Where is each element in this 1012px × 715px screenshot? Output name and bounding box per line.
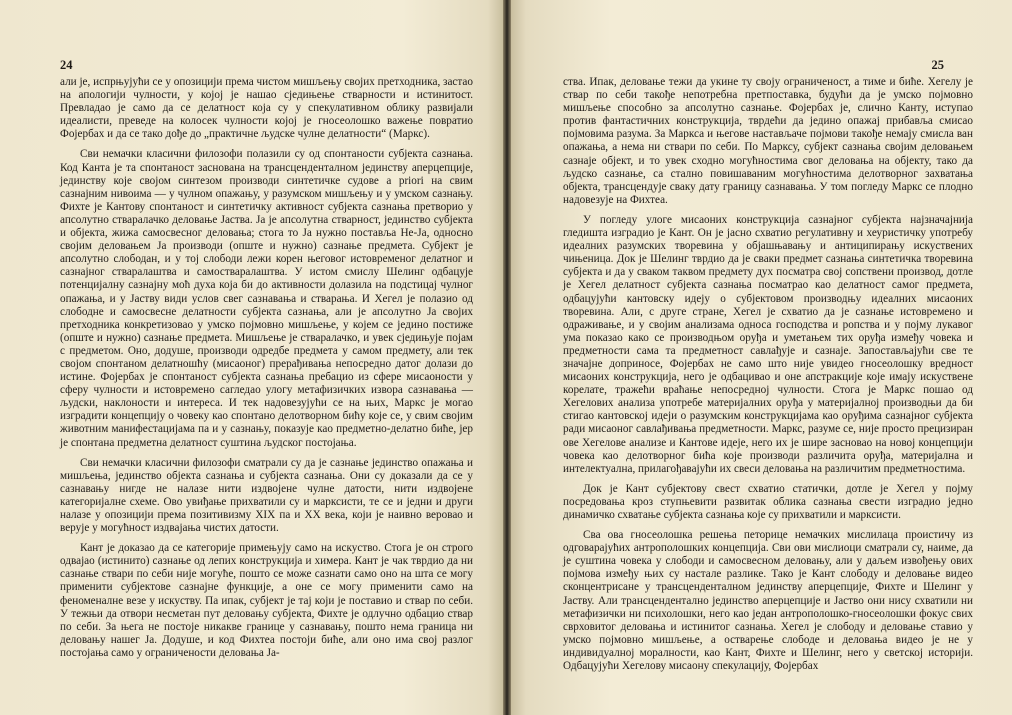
paragraph: Сви немачки класични филозофи полазили су од спонтаности субјекта сазнања. Код Канта је та спонтаност заснована на трансценденталном јединству аперцепције, јединству које својом синтезом производи синтетичке судове a priori на свим сазнајним нивоима — у чулном опажању, у разумском мишљењу и у умском сазнању. Фихте је Кантову спонтаност и синтетичку активност субјекта сазнања претворио у апсолутно стваралачко деловање Јаства. Ја је апсолутна стварност, јединство субјекта и објекта, жижа самосвесног деловања; стога то Ја нужно поставља Не-Ја, односно својим деловањем Ја производи (опште и нужно) сазнање предмета. Субјект је апсолутно слободан, и у тој слободи лежи корен његовог истовременог делатног и сазнајног стваралаштва и самостваралаштва. У истом смислу Шелинг одбацује потенцијалну сазнајну моћ духа која би до активности долазила на подстицај чулног опажања, и у Јаству види услов свег сазнавања и стварања. И Хегел је полазио од слободне и самосвесне делатности субјекта сазнања, али је апсолутно Ја својих претходника конкретизовао у умско појмовно мишљење, у којем се једино постиже (опште и нужно) сазнање предмета. Мишљење је стваралачко, и увек сједињује појам с предметом. Оно, додуше, производи одредбе предмета у самом предмету, али тек својом спонтаном делатношћу (мисаоног) прерађивања непосредно датог долази до истине. Фојербах је спонтаност субјекта сазнања пребацио из сфере мисаоности у сферу чулности и истовремено сагледао улогу метафизичких извора сазнавања — људски, наклоности и интереса. И тек надовезујући се на њих, Маркс је могао изградити концепцију о човеку као спонтано делотворном бићу које се, у свим својим животним манифестацијама па и у сазнању, показује као предметно-делатно биће, јер је спонтана предметна делатност суштина људског постојања. bbox=[60, 148, 473, 449]
paragraph: Сви немачки класични филозофи сматрали су да је сазнање јединство опажања и мишљења, јединство објекта сазнања и субјекта сазнања. Они су доказали да се у сазнавању нигде не налазе нити издвојене чулне датости, нити издвојене категоријалне схеме. Ово увиђање прихватили су и марксисти, те се и једни и други налазе у опозицији према позитивизму XIX па и XX века, који је наивно веровао и верује у могућност издвајања чистих датости. bbox=[60, 456, 473, 535]
paragraph: али је, испрњујући се у опозицији према чистом мишљењу својих претходника, застао на апологији чулности, у којој је нашао сједињење стварности и истинитост. Превладао је само да се делатност која су у спекулативном облику развијали идеалисти, преведе на колосек чулности којој је гносеолошко важење повратио Фојербах и да се тако дође до „практичне људске чулне делатности“ (Маркс). bbox=[60, 76, 473, 141]
paragraph: ства. Ипак, деловање тежи да укине ту своју ограниченост, а тиме и биће. Хегелу је ствар по себи такође непотребна претпоставка, будући да је умско појмовно мишљење способно за апсолутно сазнање. Фојербах је, слично Канту, иступао против фантастичних конструкција, тврдећи да једино опажај прибавља смисао појмовима разума. За Маркса и његове настављаче појмови такође немају смисла ван опажања, а нема ни ствари по себи. По Марксу, субјект сазнања својим деловањем сазнаје објект, и то увек сходно могућностима свог деловања на објекту, тако да људско сазнање, са стално повишаваним могућностима делотворног захватања објекта, трансцендује сваку дату границу сазнавања. У том погледу Маркс се плодно надовезује на Фихтеа. bbox=[563, 76, 973, 206]
paragraph: Кант је доказао да се категорије примењују само на искуство. Стога је он строго одвајао (истинито) сазнање од лепих конструкција и химера. Кант је чак тврдио да ни сазнање ствари по себи није могуће, пошто се може сазнати само оно на шта се могу применити субјектове сазнајне функције, а оне се могу применити само на феноменалне везе у искуству. Па ипак, субјект је тај који је поставио и ствар по себи. У тежњи да отвори несметан пут деловању субјекта, Фихте је одлучно одбацио ствар по себи. За њега не постоје никакве границе у сазнавању, пошто нема граница ни деловању нашег Ја. Додуше, и код Фихтеа постоји биће, али оно има свој разлог постојања само у ограничености деловања Ја- bbox=[60, 542, 473, 659]
page-body bbox=[60, 76, 473, 667]
page-body bbox=[563, 76, 973, 680]
left-page bbox=[0, 0, 503, 715]
right-page bbox=[511, 0, 1012, 715]
paragraph: Док је Кант субјектову свест схватио статички, дотле је Хегел у појму посредовања кроз ступњевити развитак облика сазнања свести изградио једно динамичко схватање субјекта сазнања које су прихватили и марксисти. bbox=[563, 482, 973, 521]
paragraph: Сва ова гносеолошка решења петорице немачких мислилаца проистичу из одговарајућих антрополошких концепција. Сви ови мислиоци сматрали су, наиме, да је суштина човека у слободи и самосвесном деловању, али у даљем извођењу ових појмова између њих су настале разлике. Тако је Кант слободу и деловање видео сконцентрисане у трансценденталном јединству аперцепције, Фихте и Шелинг у Јаству. Али трансцендентално јединство аперцепције и Јаство они нису схватили ни метафизички ни психолошки, него као један антрополошко-гносеолошки фокус свих сврховитог деловања и истинитог сазнања. Хегел је слободу и деловање ставио у умско појмовно мишљење, а остварење слободе и деловања видео је не у индивидуалној моралности, као Кант, Фихте и Шелинг, него у светској историји. Одбацујући Хегелову мисаону спекулацију, Фојербах bbox=[563, 529, 973, 673]
paragraph: У погледу улоге мисаоних конструкција сазнајног субјекта најзначајнија гледишта изградио је Кант. Он је јасно схватио регулативну и хеуристичку употребу идеалних разумских творевина у објашњавању и антиципирању искуствених чињеница. Док је Шелинг тврдио да је сваки предмет сазнања синтетичка творевина субјекта и да у сваком таквом предмету дух посматра свој сопствени производ, дотле је Хегел делатност субјекта сазнања посматрао као делатност самог предмета, одбацујући кантовску идеју о субјектовом производњу идеалних мисаоних творевина. Али, с друге стране, Хегел је схватио да је сазнање истовремено и одраживање, и у својим анализама односа господства и ропства и у појму лукавог ума показао како се производњом оруђа и уметањем тих оруђа између човека и предметности сама та предметност савлађује и сазнаје. Запостављајући све те значајне доприносе, Фојербах не само што није увидео гносеолошку вредност мисаоних конструкција, него је одбацивао и оне апстракције које имају искуствене корелате, тражећи враћање непосредној чулности. Стога је Маркс пошао од Хегелових анализа употребе материјалних оруђа у материјалној производњи да би стигао кантовској идеји о разумским конструкцијама као оруђима сазнајног субјекта ради мисаоног савлађивања предметности. Маркс, разуме се, није просто прецизиран ове Хегелове анализе и Кантове идеје, него их је шире засновао на новој концепцији човека као делотворног бића које производи различита оруђа, материјална и интелектуална, прилагођавајући их свеси деловања на различитим предметностима. bbox=[563, 213, 973, 475]
book-gutter bbox=[503, 0, 511, 715]
page-number: 24 bbox=[60, 58, 73, 72]
page-number: 25 bbox=[931, 58, 944, 72]
